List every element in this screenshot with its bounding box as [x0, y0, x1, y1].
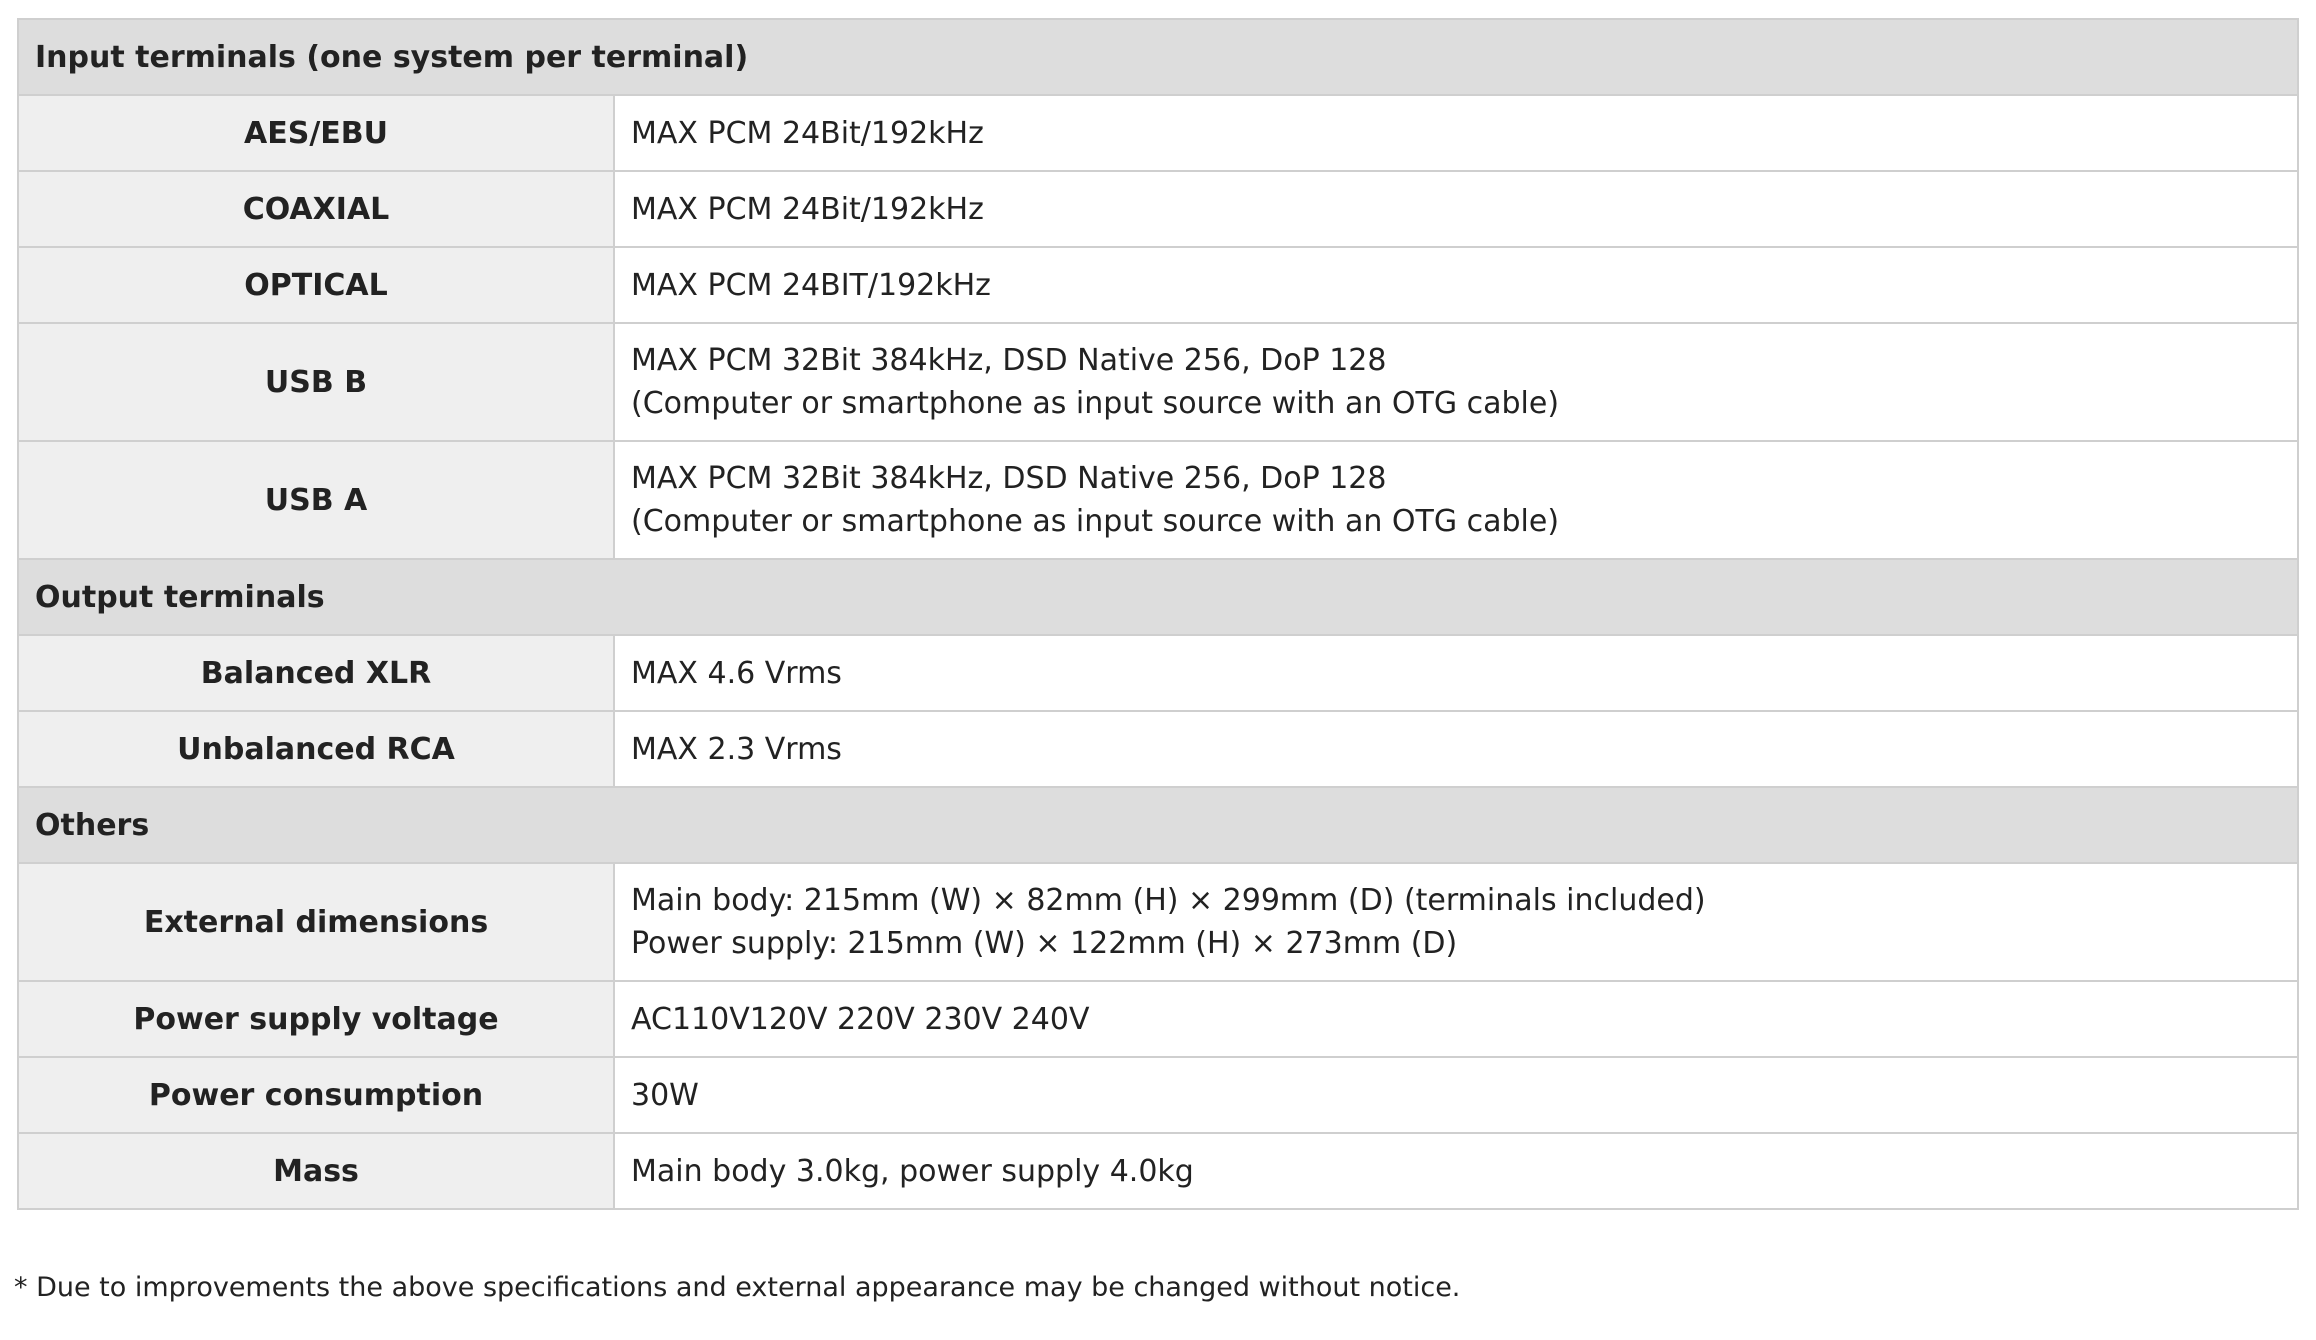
value-line: 30W — [631, 1077, 699, 1113]
spec-label: Power consumption — [18, 1057, 614, 1133]
spec-label: COAXIAL — [18, 171, 614, 247]
spec-table — [17, 18, 2299, 1210]
value-line: MAX PCM 24BIT/192kHz — [631, 267, 991, 303]
section-title: Others — [18, 787, 2298, 863]
spec-row-unbalanced-rca — [18, 711, 2298, 787]
spec-row-usb-a — [18, 441, 2298, 559]
spec-label: USB B — [18, 323, 614, 441]
value-line: MAX 2.3 Vrms — [631, 731, 842, 767]
spec-row-coaxial — [18, 171, 2298, 247]
spec-value — [614, 247, 2298, 323]
spec-value — [614, 981, 2298, 1057]
spec-label: AES/EBU — [18, 95, 614, 171]
spec-label: Mass — [18, 1133, 614, 1209]
spec-row-external-dimensions — [18, 863, 2298, 981]
spec-value — [614, 863, 2298, 981]
value-line: Main body 3.0kg, power supply 4.0kg — [631, 1153, 1194, 1189]
spec-label: USB A — [18, 441, 614, 559]
spec-label: Unbalanced RCA — [18, 711, 614, 787]
value-line: MAX PCM 24Bit/192kHz — [631, 115, 984, 151]
value-line: Main body: 215mm (W) × 82mm (H) × 299mm (D) (terminals included) — [631, 883, 1706, 918]
spec-label: OPTICAL — [18, 247, 614, 323]
value-line: MAX 4.6 Vrms — [631, 655, 842, 691]
spec-value — [614, 1133, 2298, 1209]
footnote: * Due to improvements the above specifications and external appearance may be changed without notice. — [14, 1272, 1461, 1303]
spec-value — [614, 711, 2298, 787]
section-title: Input terminals (one system per terminal) — [18, 19, 2298, 95]
value-line: MAX PCM 32Bit 384kHz, DSD Native 256, DoP 128 — [631, 343, 1387, 378]
spec-row-power-consumption — [18, 1057, 2298, 1133]
spec-value — [614, 171, 2298, 247]
value-line: AC110V120V 220V 230V 240V — [631, 1001, 1090, 1037]
value-line: (Computer or smartphone as input source with an OTG cable) — [631, 504, 1560, 539]
section-header-others — [18, 787, 2298, 863]
spec-label: Power supply voltage — [18, 981, 614, 1057]
spec-value — [614, 1057, 2298, 1133]
value-line: MAX PCM 24Bit/192kHz — [631, 191, 984, 227]
value-line: (Computer or smartphone as input source with an OTG cable) — [631, 386, 1560, 421]
section-title: Output terminals — [18, 559, 2298, 635]
spec-value — [614, 95, 2298, 171]
spec-row-aes-ebu — [18, 95, 2298, 171]
value-line: Power supply: 215mm (W) × 122mm (H) × 273mm (D) — [631, 926, 1458, 961]
value-line: MAX PCM 32Bit 384kHz, DSD Native 256, DoP 128 — [631, 461, 1387, 496]
spec-row-mass — [18, 1133, 2298, 1209]
spec-value — [614, 635, 2298, 711]
spec-row-usb-b — [18, 323, 2298, 441]
spec-label: Balanced XLR — [18, 635, 614, 711]
section-header-output-terminals — [18, 559, 2298, 635]
spec-row-balanced-xlr — [18, 635, 2298, 711]
spec-row-power-supply-voltage — [18, 981, 2298, 1057]
spec-value — [614, 441, 2298, 559]
spec-row-optical — [18, 247, 2298, 323]
section-header-input-terminals — [18, 19, 2298, 95]
spec-value — [614, 323, 2298, 441]
spec-label: External dimensions — [18, 863, 614, 981]
